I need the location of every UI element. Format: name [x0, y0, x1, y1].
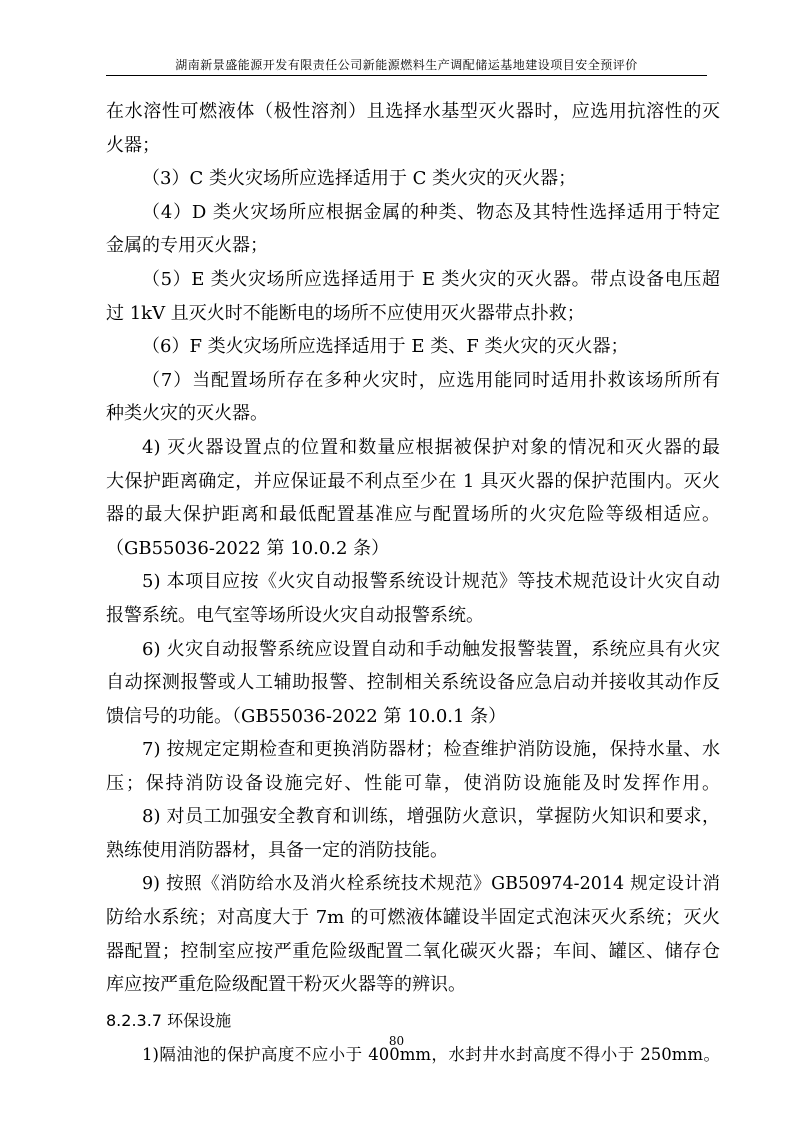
text-line: 自动探测报警或人工辅助报警、控制相关系统设备应急启动并接收其动作反	[106, 672, 720, 694]
text-line: 4) 灭火器设置点的位置和数量应根据被保护对象的情况和灭火器的最	[142, 436, 720, 458]
text-line: 器配置；控制室应按严重危险级配置二氧化碳灭火器；车间、罐区、储存仓	[106, 940, 720, 962]
text-line: 大保护距离确定，并应保证最不利点至少在 1 具灭火器的保护范围内。灭火	[106, 470, 720, 492]
page-number: 80	[388, 1034, 405, 1048]
text-line: 6) 火灾自动报警系统应设置自动和手动触发报警装置，系统应具有火灾	[142, 638, 720, 660]
text-line: 火器；	[106, 134, 160, 156]
text-line: 9) 按照《消防给水及消火栓系统技术规范》GB50974-2014 规定设计消	[142, 873, 720, 894]
text-line: 过 1kV 且灭火时不能断电的场所不应使用灭火器带点扑救；	[106, 302, 585, 324]
text-line: 库应按严重危险级配置干粉灭火器等的辨识。	[106, 974, 466, 996]
text-line: （7）当配置场所存在多种火灾时，应选用能同时适用扑救该场所所有	[142, 369, 720, 391]
text-line: 种类火灾的灭火器。	[106, 403, 268, 425]
text-line: 防给水系统；对高度大于 7m 的可燃液体罐设半固定式泡沫灭火系统；灭火	[106, 907, 720, 929]
text-line: 5) 本项目应按《火灾自动报警系统设计规范》等技术规范设计火灾自动	[142, 571, 720, 593]
text-line: （3）C 类火灾场所应选择适用于 C 类火灾的灭火器；	[142, 168, 577, 190]
text-line: 压；保持消防设备设施完好、性能可靠，使消防设施能及时发挥作用。	[106, 772, 720, 794]
running-header: 湖南新景盛能源开发有限责任公司新能源燃料生产调配储运基地建设项目安全预评价	[175, 58, 638, 72]
text-line: 在水溶性可燃液体（极性溶剂）且选择水基型灭火器时，应选用抗溶性的灭	[106, 101, 720, 122]
header-divider	[106, 75, 707, 76]
text-line: 馈信号的功能。（GB55036-2022 第 10.0.1 条）	[106, 705, 507, 727]
text-line: 金属的专用灭火器；	[106, 235, 268, 257]
text-line: 器的最大保护距离和最低配置基准应与配置场所的火灾危险等级相适应。	[106, 504, 720, 526]
text-line: 1)隔油池的保护高度不应小于 400mm，水封井水封高度不得小于 250mm。	[142, 1045, 720, 1065]
text-line: （4）D 类火灾场所应根据金属的种类、物态及其特性选择适用于特定	[142, 201, 720, 223]
body-text	[106, 95, 720, 1072]
text-line: 7) 按规定定期检查和更换消防器材；检查维护消防设施，保持水量、水	[142, 739, 720, 761]
text-line: （GB55036-2022 第 10.0.2 条）	[106, 537, 390, 559]
text-line: （5）E 类火灾场所应选择适用于 E 类火灾的灭火器。带点设备电压超	[142, 268, 720, 290]
text-line: 熟练使用消防器材，具备一定的消防技能。	[106, 840, 448, 862]
text-line: 8) 对员工加强安全教育和训练，增强防火意识，掌握防火知识和要求，	[142, 806, 720, 828]
section-heading: 8.2.3.7 环保设施	[106, 1011, 232, 1031]
text-line: （6）F 类火灾场所应选择适用于 E 类、F 类火灾的灭火器；	[142, 336, 629, 358]
text-line: 报警系统。电气室等场所设火灾自动报警系统。	[106, 604, 484, 626]
